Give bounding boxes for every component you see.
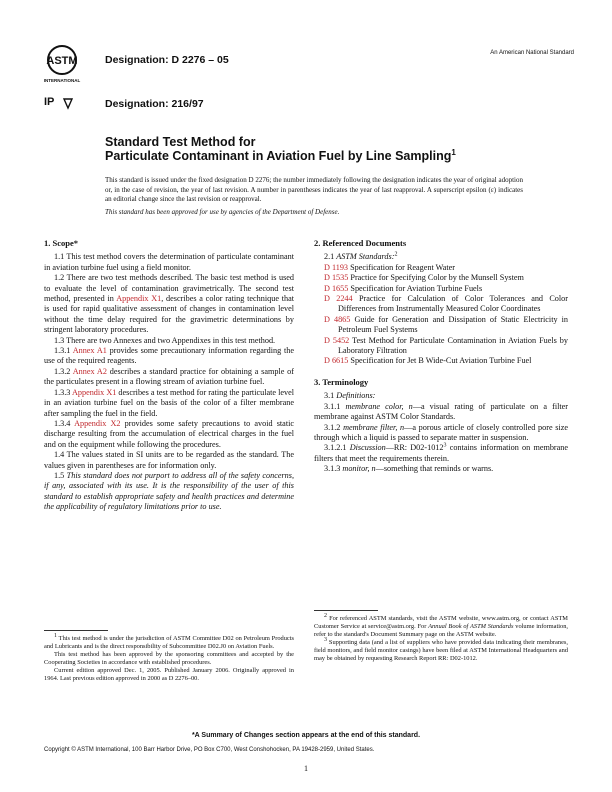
footnote-1-approval: This test method has been approved by the sponsoring committees and accepted by the Cooperating Societies in accordance with established procedures. [44,651,294,666]
reference-code-link[interactable]: D 5452 [324,335,350,345]
reference-entry [324,263,568,273]
footnote-1: $^1$ This test method is under the jurisdiction of ASTM Committee D02 on Petroleum Products and Lubricants and is the direct responsibility of Subcommittee D02.J0 on Aviation Fuels. [44,632,295,650]
references-heading: 2. Referenced Documents [314,238,407,248]
footnote-2: $^2$ For referenced ASTM standards, visit the ASTM website, www.astm.org, or contact ASTM Customer Service at service@astm.org. For Annual Book of ASTM Standards volume information, refer to the standard's Document Summary page on the ASTM website. [314,612,569,638]
title-footnote-mark[interactable]: 1 [451,147,456,157]
reference-code-link[interactable]: D 1655 [324,283,349,293]
appendix-x1-link-2[interactable]: Appendix X1 [71,387,117,397]
reference-entry [324,336,568,357]
footnote-rule-left [44,630,108,631]
reference-code-link[interactable]: D 6615 [324,356,349,366]
reference-entry [324,356,568,366]
terminology-heading: 3. Terminology [314,376,369,387]
title-text: Particulate Contaminant in Aviation Fuel by Line Sampling [105,149,452,163]
page-number: 1 [304,764,308,773]
para-1-2: 1.2 There are two test methods described. The basic test method is used to evaluate the level of contamination gravimetrically. The second test method, presented in Appendix X1, describes a color rating technique that is used for rapid qualitative assessment of changes in contamination level without the time delay required for the gravimetric determinations by stringent laboratory procedures. [44,273,294,335]
reference-list [314,263,568,367]
footnotes-left [44,632,295,683]
footnote-3: $^3$ Supporting data (and a list of suppliers who have provided data indicating their membranes, field monitors, and field monitor casings) have been filed at ASTM International Headquarters and may be obtained by requesting Research Report RR: D02-1012. [314,636,568,662]
national-standard-label: An American National Standard [490,50,574,56]
left-column [44,238,294,513]
reference-title: Practice for Calculation of Color Tolerances and Color Differences from Instrumentally Measured Color Coordinates [338,294,568,314]
reference-title: Practice for Specifying Color by the Munsell System [348,273,524,283]
defense-notice: This standard has been approved for use by agencies of the Department of Defense. [105,208,340,216]
para-1-3-1: 1.3.1 Annex A1 provides some precautionary information regarding the use of the required reagents. [44,346,294,366]
reference-title: Test Method for Particulate Contamination in Aviation Fuels by Laboratory Filtration [338,335,568,356]
annex-a2-link[interactable]: Annex A2 [72,366,107,376]
astm-designation: Designation: D 2276 – 05 [105,54,229,66]
title-line-2 [105,149,456,163]
svg-text:ASTM: ASTM [46,55,78,67]
reference-entry [324,315,568,336]
para-3-1-3: 3.1.3 monitor, n—something that reminds or warns. [324,464,494,474]
reference-title: Specification for Aviation Turbine Fuels [348,283,483,293]
scope-heading: 1. Scope* [44,238,78,248]
para-1-3: 1.3 There are two Annexes and two Appendixes in this test method. [54,335,276,345]
para-1-5: 1.5 This standard does not purport to address all of the safety concerns, if any, associated with its use. It is the responsibility of the user of this standard to establish appropriate safety and health practices and determine the applicability of regulatory limitations prior to use. [44,470,295,512]
reference-code-link[interactable]: D 2244 [324,294,353,304]
para-2-1: 2.1 ASTM Standards:$^2$ [324,251,398,262]
summary-of-changes-note: *A Summary of Changes section appears at the end of this standard. [191,732,421,739]
para-1-3-4: 1.3.4 Appendix X2 provides some safety precautions to avoid static discharge resulting from the accumulation of electrical charges in the fuel and on the equipment while following the procedures. [44,418,295,449]
para-3-1-2-1: 3.1.2.1 Discussion—RR: D02-1012$^3$ contains information on membrane filters that meet the requirements therein. [314,442,569,463]
astm-logo-label: INTERNATIONAL [43,78,81,83]
reference-entry [324,284,568,294]
para-3-1-2: 3.1.2 membrane filter, n—a porous article of closely controlled pore size through which a liquid is passed to separate matter in suspension. [314,422,569,442]
reference-code-link[interactable]: D 1193 [324,262,349,272]
footnotes-right [314,612,569,663]
reference-title: Specification for Jet B Wide-Cut Aviation Turbine Fuel [348,356,532,366]
ip-logo [44,96,74,112]
reference-title: Specification for Reagent Water [348,262,455,272]
para-1-4: 1.4 The values stated in SI units are to be regarded as the standard. The values given in parentheses are for information only. [44,450,294,470]
reference-entry [324,273,568,283]
title-line-1: Standard Test Method for [105,135,256,149]
para-1-1: 1.1 This test method covers the determination of particulate contaminant in aviation turbine fuel using a field monitor. [44,252,294,272]
annex-a1-link[interactable]: Annex A1 [72,346,107,356]
reference-title: Guide for Generation and Dissipation of Static Electricity in Petroleum Fuel Systems [338,314,569,335]
reference-code-link[interactable]: D 1535 [324,273,349,283]
para-3-1: 3.1 Definitions: [324,391,376,401]
copyright-line: Copyright © ASTM International, 100 Barr Harbor Drive, PO Box C700, West Conshohocken, PA 19428-2959, United States. [44,747,375,753]
ip-logo-text: IP [44,96,55,108]
reference-code-link[interactable]: D 4865 [324,314,351,324]
appendix-x2-link[interactable]: Appendix X2 [74,418,121,428]
footnote-rule-right [314,610,378,611]
issuance-notice: This standard is issued under the fixed designation D 2276; the number immediately following the designation indicates the year of original adoption or, in the case of revision, the year of last revision. A number in parentheses indicates the year of last reapproval. A superscript epsilon (ε) indicates an editorial change since the last revision or reapproval. [105,176,523,204]
reference-entry [324,294,568,315]
appendix-x1-link[interactable]: Appendix X1 [116,294,162,304]
ip-designation: Designation: 216/97 [105,98,204,110]
para-1-3-3: 1.3.3 Appendix X1 describes a test method for rating the particulate level in an aviation turbine fuel on the basis of the color of a filter membrane after sampling the fuel in the field. [44,387,294,418]
right-column [314,238,568,475]
astm-logo [44,44,80,88]
footnote-1-edition: Current edition approved Dec. 1, 2005. Published January 2006. Originally approved in 1964. Last previous edition approved in 2000 as D 2276–00. [44,667,294,682]
para-3-1-1: 3.1.1 membrane color, n—a visual rating of particulate on a filter membrane against ASTM Color Standards. [314,401,569,422]
para-1-3-2: 1.3.2 Annex A2 describes a standard practice for obtaining a sample of the particulates present in a flowing stream of aviation turbine fuel. [44,366,294,387]
